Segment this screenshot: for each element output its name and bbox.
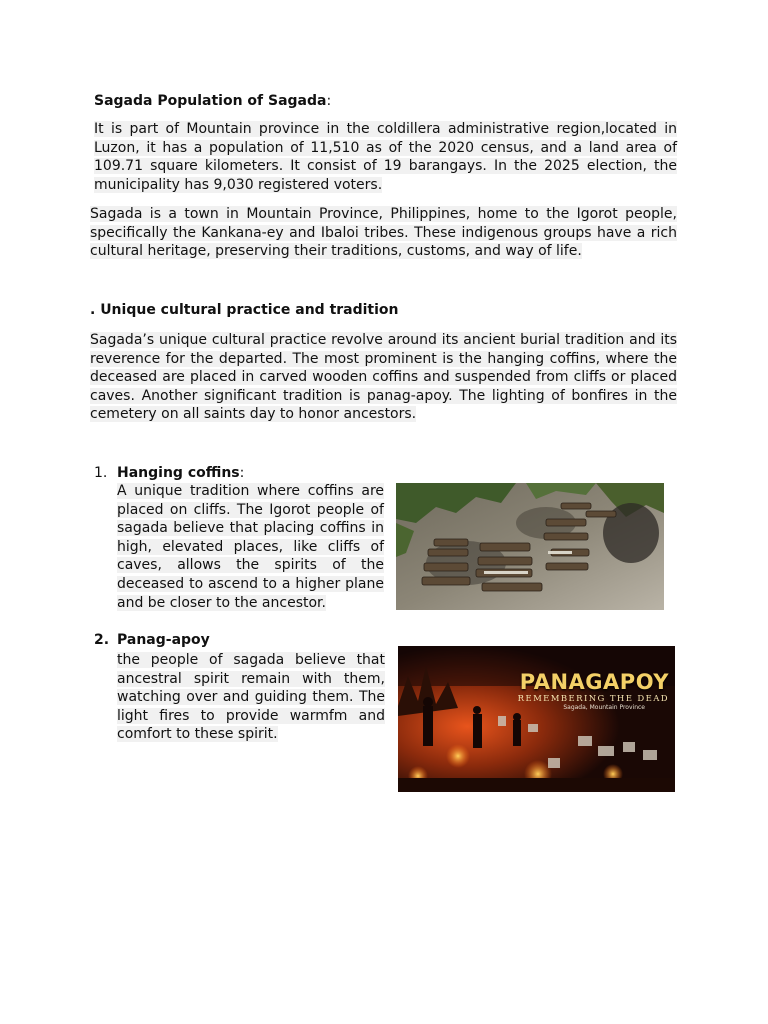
item-title-hanging-coffins — [117, 464, 244, 482]
hanging-coffins-illustration — [396, 483, 664, 610]
section-heading-population — [94, 92, 331, 110]
panagapoy-title: PANAGAPOY — [519, 670, 669, 694]
list-number-1: 1. — [94, 465, 108, 481]
cultural-practice-paragraph-text: Sagada’s unique cultural practice revolve around its ancient burial tradition and its reverence for the departed. The most prominent is the hanging coffins, where the deceased are placed in carved wooden coffins and suspended from cliffs or placed caves. Another significant tradition is panag-apoy. The lighting of bonfires in the cemetery on all saints day to honor ancestors. — [90, 332, 677, 423]
cultural-practice-paragraph — [90, 331, 677, 424]
list-number-2: 2. — [94, 632, 110, 648]
population-paragraph — [94, 120, 677, 194]
town-paragraph-text: Sagada is a town in Mountain Province, Philippines, home to the Igorot people, specifically the Kankana-ey and Ibaloi tribes. These indigenous groups have a rich cultural heritage, preserving their traditions, customs, and way of life. — [90, 206, 677, 260]
item-body-panag-apoy — [117, 651, 385, 744]
item-body-text: A unique tradition where coffins are placed on cliffs. The Igorot people of sagada believe that placing coffins in high, elevated places, like cliffs of caves, allows the spirits of the deceased to ascend to a higher plane and be closer to the ancestor. — [117, 483, 384, 611]
section-heading-cultural-practice: . Unique cultural practice and tradition — [90, 302, 399, 318]
hanging-coffins-image — [396, 483, 664, 610]
panagapoy-illustration — [398, 646, 675, 792]
panagapoy-subtitle: REMEMBERING THE DEAD — [517, 694, 669, 704]
item-title-text: Panag-apoy — [117, 632, 210, 648]
heading-text: Sagada Population of Sagada — [94, 93, 327, 109]
town-paragraph — [90, 205, 677, 261]
item-title-panag-apoy — [117, 631, 210, 649]
panagapoy-caption: Sagada, Mountain Province — [563, 704, 645, 711]
panagapoy-image — [398, 646, 675, 792]
item-title-text: Hanging coffins — [117, 465, 240, 481]
item-body-text: the people of sagada believe that ancestral spirit remain with them, watching over and guiding them. The light fires to provide warmfm and comfort to these spirit. — [117, 652, 385, 743]
item-body-hanging-coffins — [117, 482, 384, 612]
item-title-suffix: : — [239, 465, 245, 481]
population-paragraph-text: It is part of Mountain province in the coldillera administrative region,located in Luzon, it has a population of 11,510 as of the 2020 census, and a land area of 109.71 square kilometers. It consist of 19 barangays. In the 2025 election, the municipality has 9,030 registered voters. — [94, 121, 677, 193]
heading-colon: : — [326, 93, 332, 109]
